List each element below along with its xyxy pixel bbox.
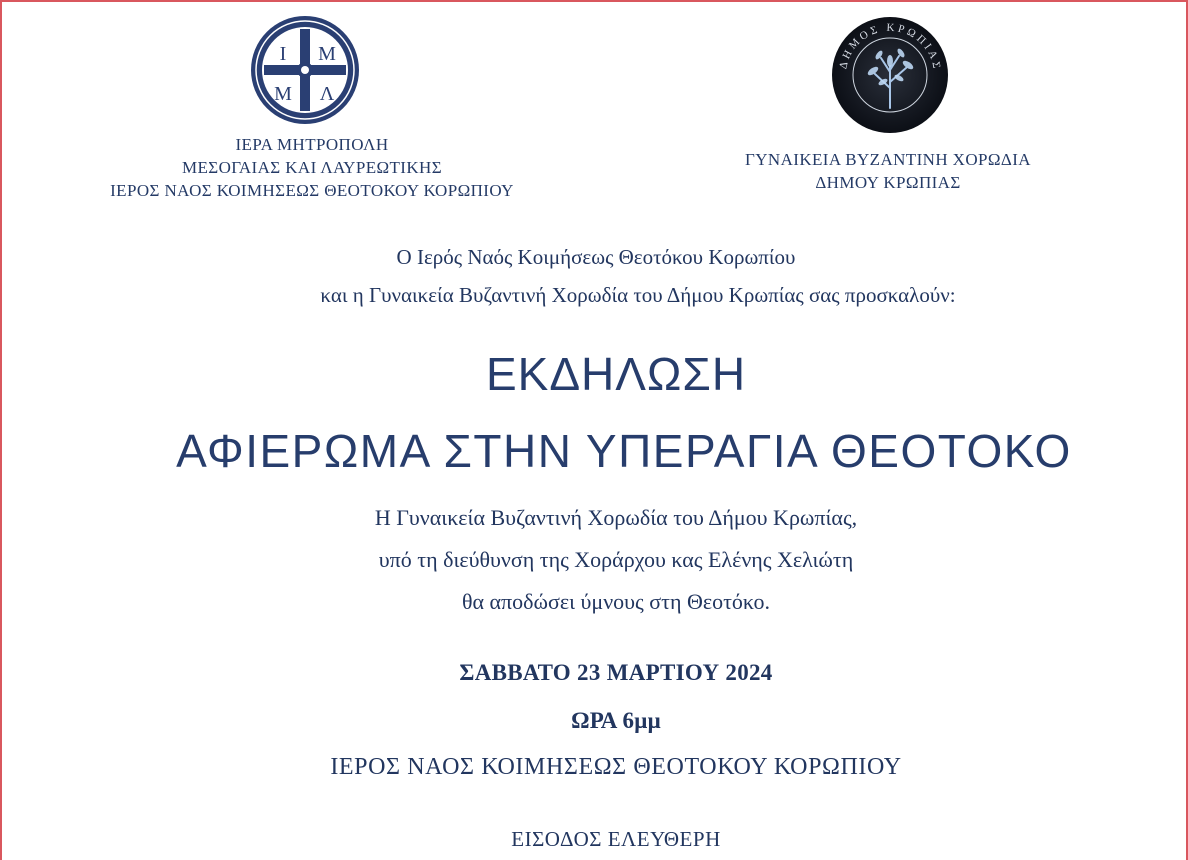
metropolis-cross-seal-icon: [250, 15, 360, 125]
event-heading: ΕΚΔΗΛΩΣΗ: [485, 348, 747, 400]
description-line: υπό τη διεύθυνση της Χοράρχου κας Ελένης Χελιώτη: [378, 547, 854, 572]
seal-letter: Μ: [274, 83, 292, 105]
event-title: ΑΦΙΕΡΩΜΑ ΣΤΗΝ ΥΠΕΡΑΓΙΑ ΘΕΟΤΟΚΟ: [176, 425, 1072, 477]
seal-ring-text: ΔΗΜΟΣ ΚΡΩΠΙΑΣ: [837, 21, 943, 73]
org-right-line: ΔΗΜΟΥ ΚΡΩΠΙΑΣ: [815, 173, 961, 192]
org-right-block: [688, 148, 1088, 194]
municipality-tree-seal-icon: [831, 16, 949, 134]
seal-letter: Λ: [319, 83, 335, 105]
seal-letter: Μ: [318, 43, 336, 65]
intro-line: και η Γυναικεία Βυζαντινή Χορωδία του Δήμου Κρωπίας σας προσκαλούν:: [320, 283, 956, 307]
event-entry: ΕΙΣΟΔΟΣ ΕΛΕΥΘΕΡΗ: [511, 827, 721, 851]
event-date: ΣΑΒΒΑΤΟ 23 ΜΑΡΤΙΟΥ 2024: [459, 660, 773, 685]
org-left-line: ΙΕΡΟΣ ΝΑΟΣ ΚΟΙΜΗΣΕΩΣ ΘΕΟΤΟΚΟΥ ΚΟΡΩΠΙΟΥ: [110, 181, 514, 200]
org-left-block: [42, 133, 582, 202]
description-line: Η Γυναικεία Βυζαντινή Χορωδία του Δήμου Κρωπίας,: [374, 505, 858, 530]
intro-line: Ο Ιερός Ναός Κοιμήσεως Θεοτόκου Κορωπίου: [396, 245, 796, 269]
org-left-line: ΙΕΡΑ ΜΗΤΡΟΠΟΛΗ: [235, 135, 389, 154]
org-left-line: ΜΕΣΟΓΑΙΑΣ ΚΑΙ ΛΑΥΡΕΩΤΙΚΗΣ: [181, 158, 443, 177]
event-time: ΩΡΑ 6μμ: [571, 708, 661, 733]
seal-letter: Ι: [279, 43, 287, 65]
org-right-line: ΓΥΝΑΙΚΕΙΑ ΒΥΖΑΝΤΙΝΗ ΧΟΡΩΔΙΑ: [745, 150, 1031, 169]
event-venue: ΙΕΡΟΣ ΝΑΟΣ ΚΟΙΜΗΣΕΩΣ ΘΕΟΤΟΚΟΥ ΚΟΡΩΠΙΟΥ: [330, 754, 902, 780]
description-line: θα αποδώσει ύμνους στη Θεοτόκο.: [461, 589, 771, 614]
